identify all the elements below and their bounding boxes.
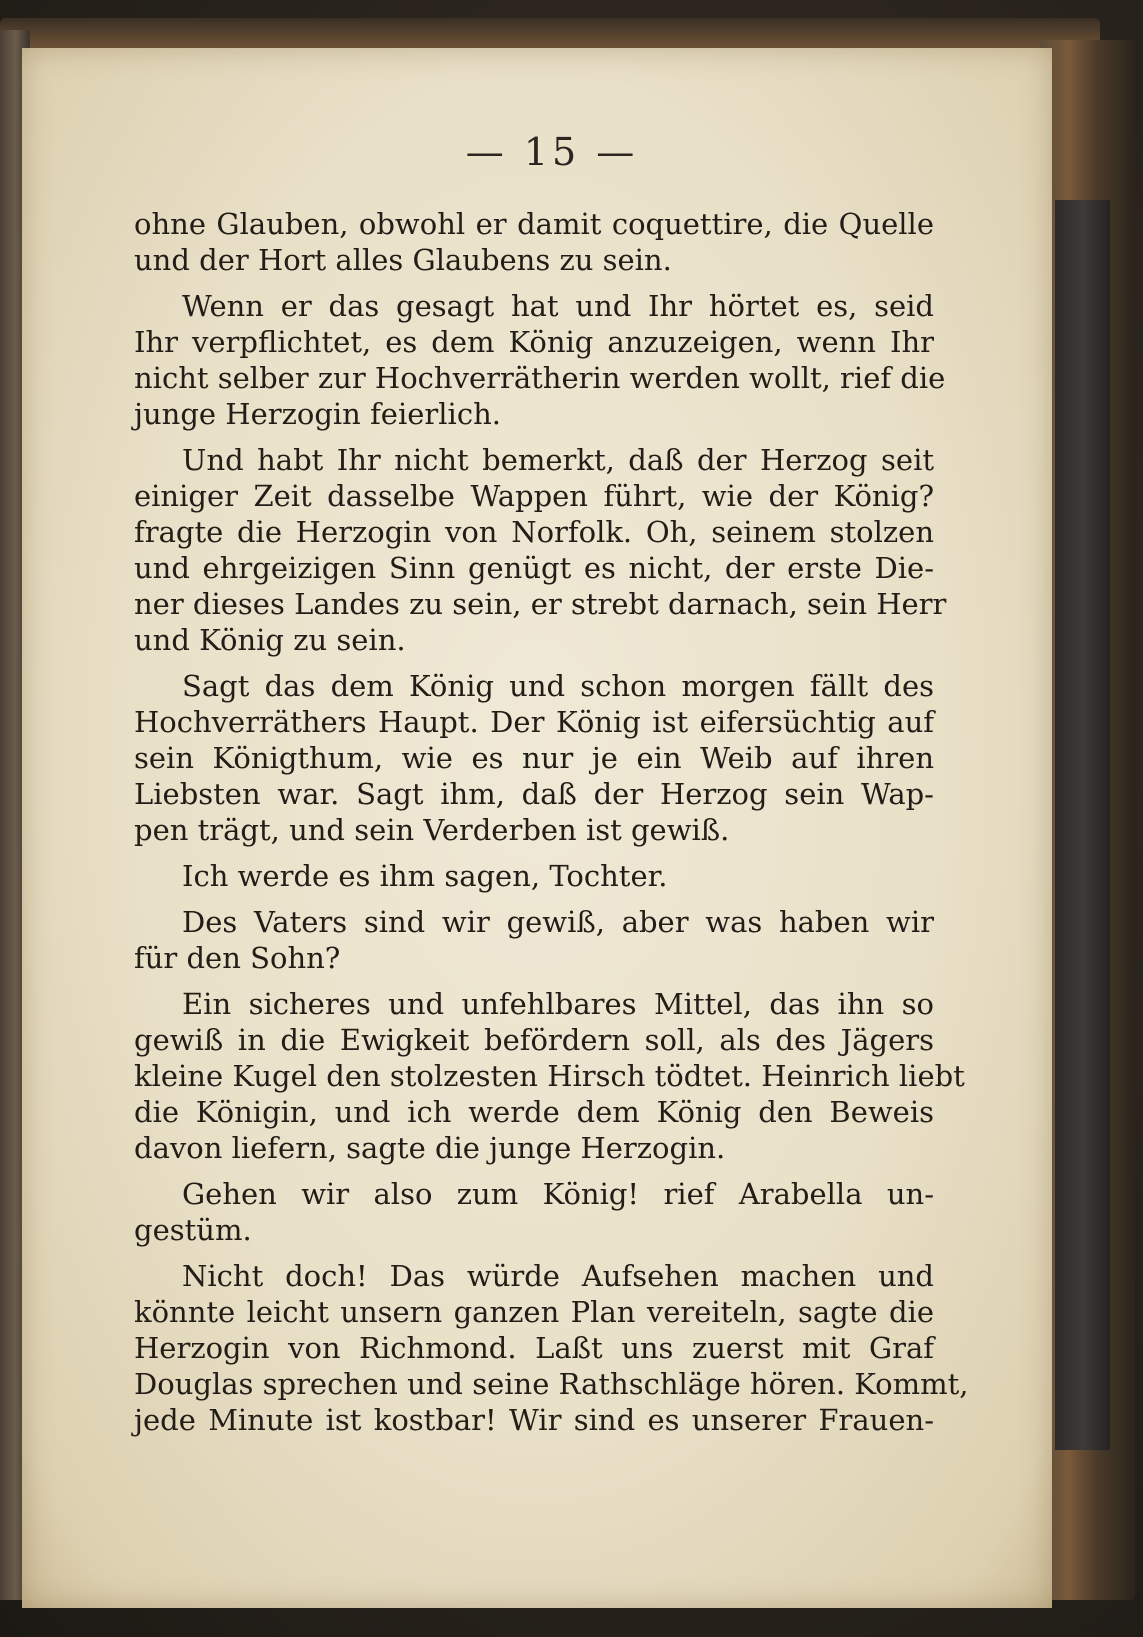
text-line: Ich werde es ihm sagen, Tochter. bbox=[182, 859, 668, 893]
text-line: Herzogin von Richmond. Laßt uns zuerst mit Graf bbox=[134, 1331, 934, 1365]
text-line: Douglas sprechen und seine Rathschläge hören. Kommt, bbox=[134, 1367, 969, 1401]
text-line: Ihr verpflichtet, es dem König anzuzeigen, wenn Ihr bbox=[134, 325, 934, 359]
text-line: Hochverräthers Haupt. Der König ist eifersüchtig auf bbox=[134, 705, 934, 739]
text-line: ohne Glauben, obwohl er damit coquettire, die Quelle bbox=[134, 207, 934, 241]
text-line: Des Vaters sind wir gewiß, aber was haben wir bbox=[182, 905, 934, 939]
paragraph bbox=[134, 1258, 969, 1438]
text-line: die Königin, und ich werde dem König den Beweis bbox=[134, 1095, 934, 1129]
paragraph bbox=[134, 986, 965, 1166]
paragraph bbox=[134, 904, 934, 976]
text-line: und König zu sein. bbox=[134, 623, 406, 657]
text-line: Und habt Ihr nicht bemerkt, daß der Herzog seit bbox=[182, 443, 934, 477]
text-line: könnte leicht unsern ganzen Plan vereiteln, sagte die bbox=[134, 1295, 934, 1329]
text-line: Wenn er das gesagt hat und Ihr hörtet es, seid bbox=[182, 289, 934, 323]
text-line: Nicht doch! Das würde Aufsehen machen und bbox=[182, 1259, 934, 1293]
text-line: Liebsten war. Sagt ihm, daß der Herzog sein Wap- bbox=[134, 777, 934, 811]
text-line: pen trägt, und sein Verderben ist gewiß. bbox=[134, 813, 730, 847]
text-line: fragte die Herzogin von Norfolk. Oh, seinem stolzen bbox=[134, 515, 934, 549]
text-line: jede Minute ist kostbar! Wir sind es unserer Frauen- bbox=[134, 1403, 934, 1437]
text-line: gestüm. bbox=[134, 1213, 252, 1247]
text-line: Sagt das dem König und schon morgen fällt des bbox=[182, 669, 934, 703]
text-line: Ein sicheres und unfehlbares Mittel, das ihn so bbox=[182, 987, 934, 1021]
text-line: und ehrgeizigen Sinn genügt es nicht, der erste Die- bbox=[134, 551, 934, 585]
paragraph bbox=[134, 206, 934, 278]
text-line: einiger Zeit dasselbe Wappen führt, wie der König? bbox=[134, 479, 934, 513]
paragraph bbox=[134, 1176, 934, 1248]
text-line: davon liefern, sagte die junge Herzogin. bbox=[134, 1131, 726, 1165]
text-line: gewiß in die Ewigkeit befördern soll, als des Jägers bbox=[134, 1023, 934, 1057]
page-body-text bbox=[134, 206, 969, 1448]
paragraph bbox=[134, 442, 947, 658]
leather-binding bbox=[1055, 200, 1110, 1450]
text-line: und der Hort alles Glaubens zu sein. bbox=[134, 243, 672, 277]
text-line: für den Sohn? bbox=[134, 941, 341, 975]
paragraph bbox=[134, 858, 934, 894]
text-line: kleine Kugel den stolzesten Hirsch tödtet. Heinrich liebt bbox=[134, 1059, 965, 1093]
text-line: nicht selber zur Hochverrätherin werden wollt, rief die bbox=[134, 361, 946, 395]
paragraph bbox=[134, 668, 934, 848]
text-line: sein Königthum, wie es nur je ein Weib auf ihren bbox=[134, 741, 934, 775]
text-line: junge Herzogin feierlich. bbox=[134, 397, 501, 431]
page-number: — 15 — bbox=[465, 130, 639, 174]
paragraph bbox=[134, 288, 946, 432]
text-line: Gehen wir also zum König! rief Arabella un- bbox=[182, 1177, 934, 1211]
book-cover-right-edge bbox=[1040, 40, 1135, 1600]
book-page bbox=[22, 48, 1052, 1608]
text-line: ner dieses Landes zu sein, er strebt darnach, sein Herr bbox=[134, 587, 947, 621]
